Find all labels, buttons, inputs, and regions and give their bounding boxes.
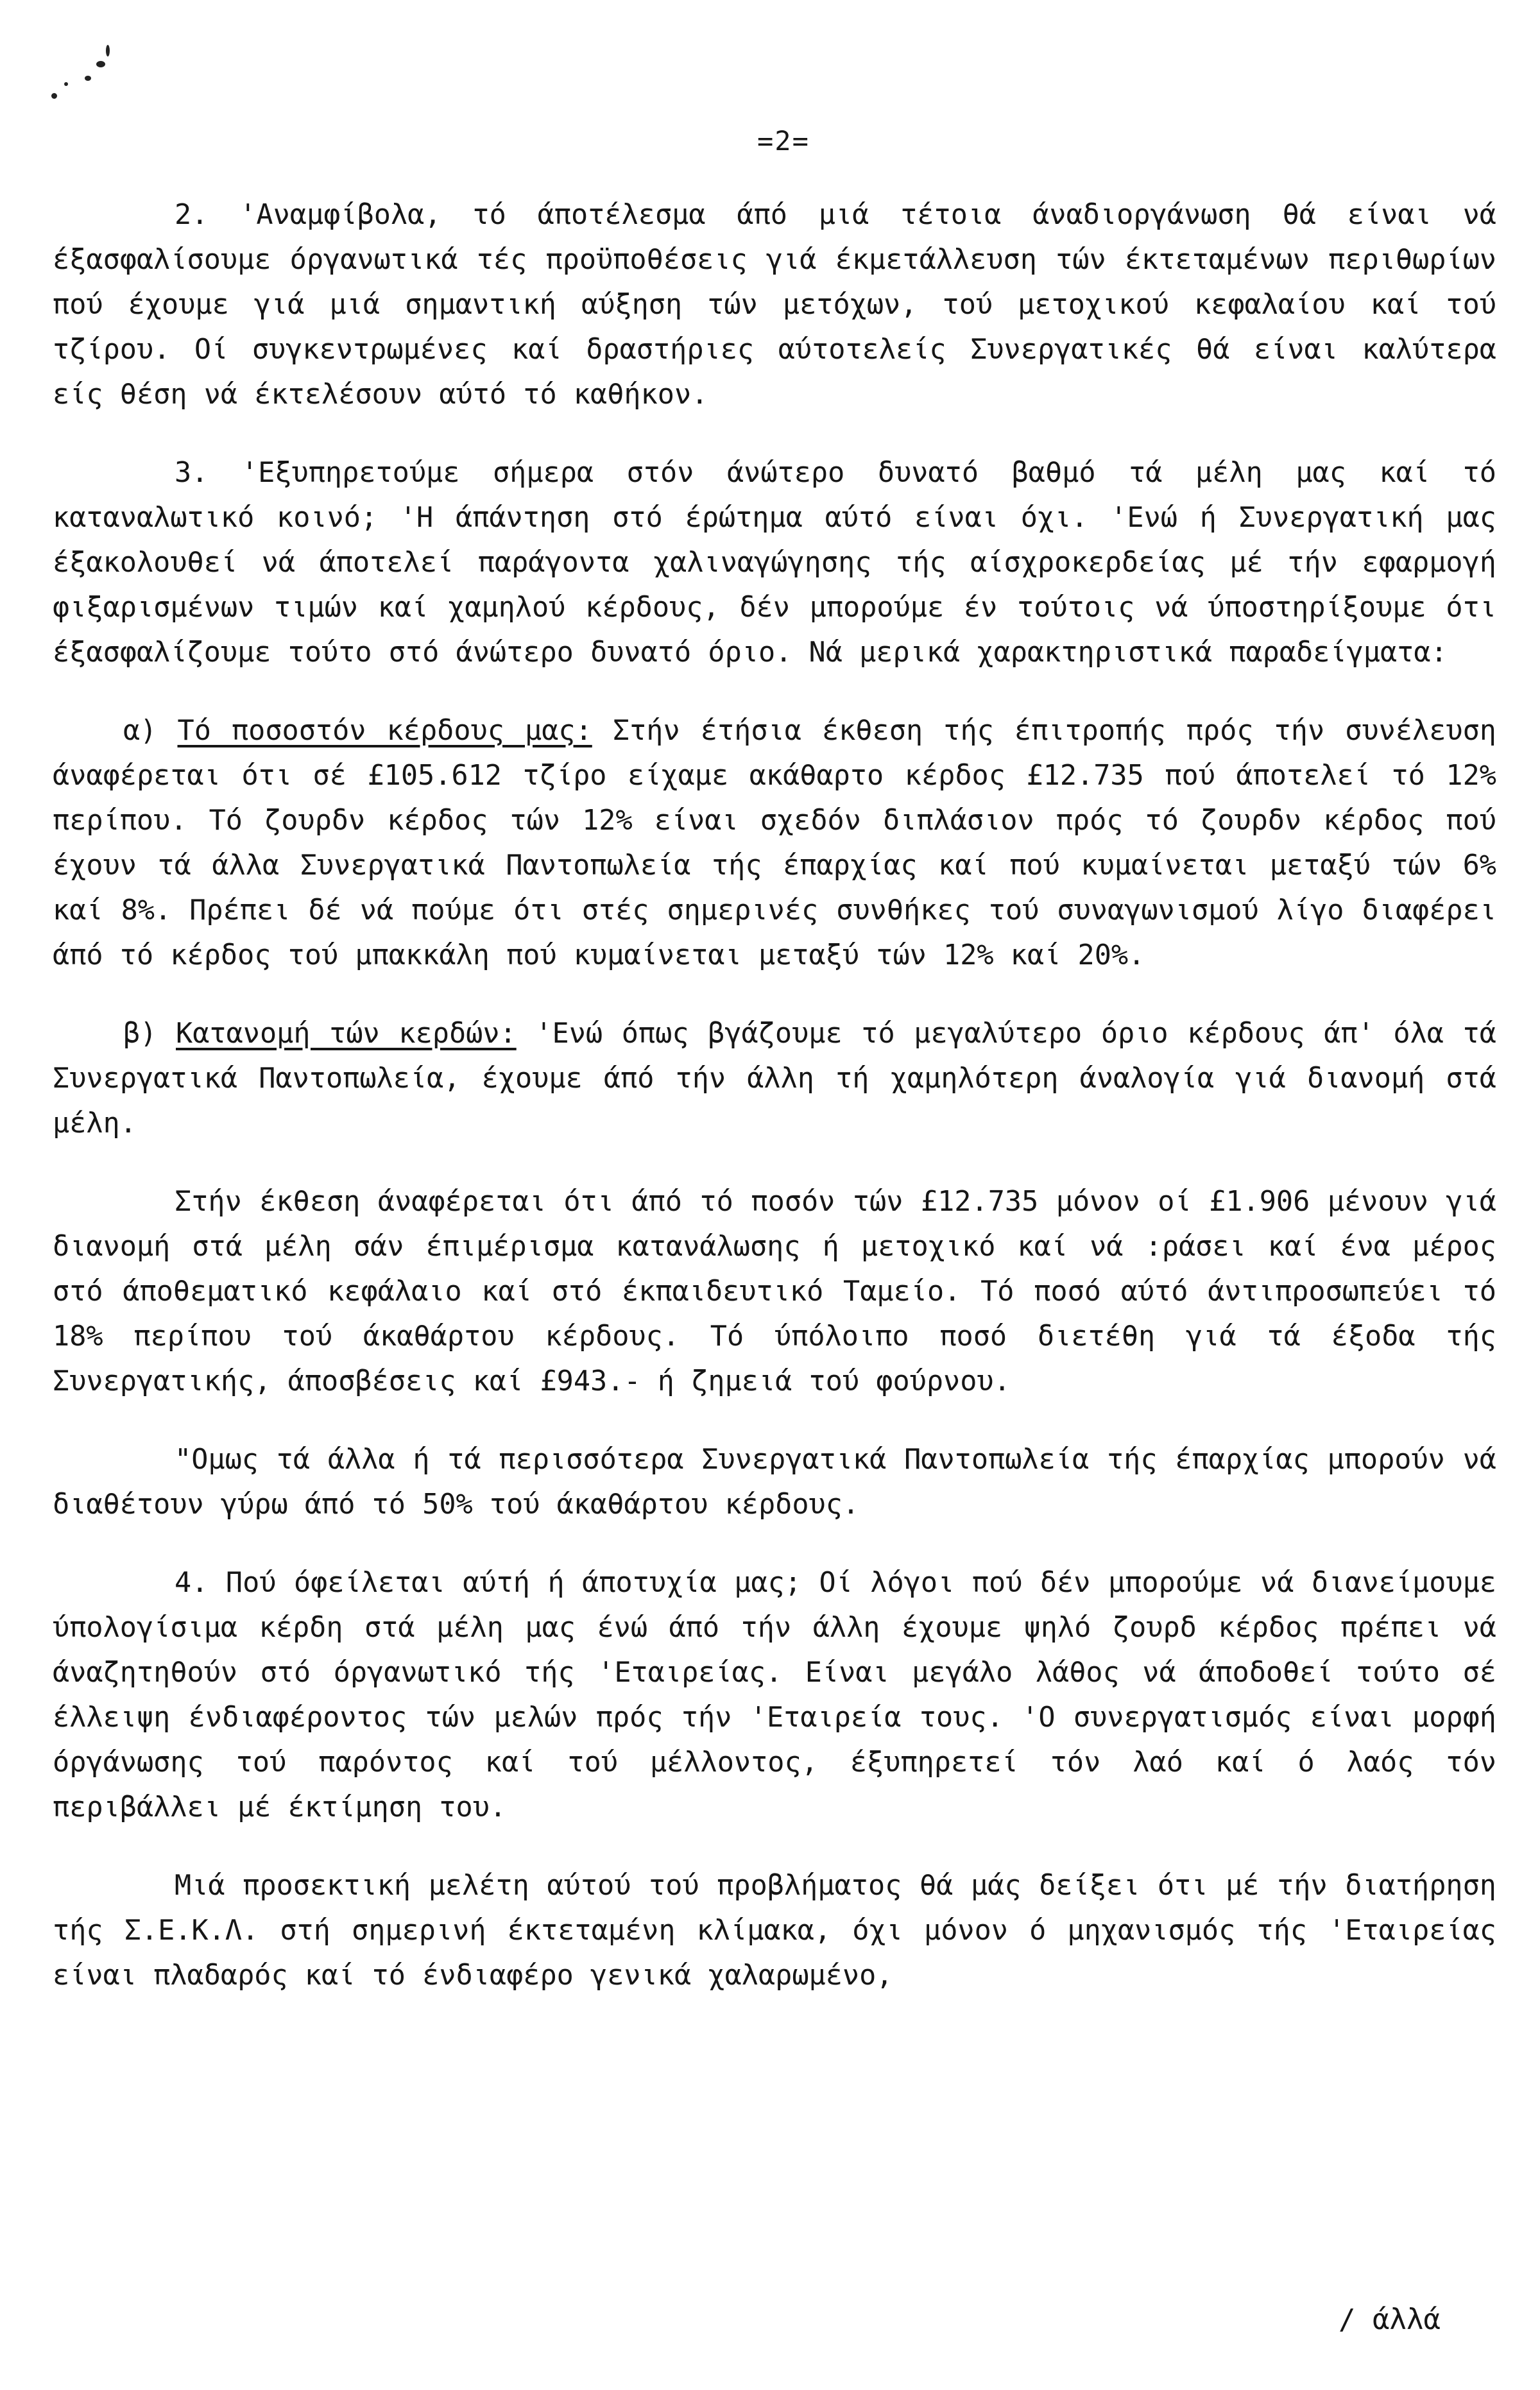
- paragraph-text: 'Ενώ όπως βγάζουμε τό μεγαλύτερο όριο κέρδους άπ' όλα τά Συνεργατικά Παντοπωλεία, έχουμε άπό τήν άλλη τή χαμηλότερη άναλογία γιά διανομή στά μέλη.: [53, 1018, 1496, 1140]
- section-heading: Τό ποσοστόν κέρδους μας:: [177, 715, 592, 747]
- paragraph-text: Στήν έτήσια έκθεση τής έπιτροπής πρός τήν συνέλευση άναφέρεται ότι σέ £105.612 τζίρο είχαμε ακάθαρτο κέρδος £12.735 πού άποτελεί τό 12% περίπου. Τό ζουρδν κέρδος τών 12% είναι σχεδόν διπλάσιον πρός τό ζουρδν κέρδος πού έχουν τά άλλα Συνεργατικά Παντοπωλεία τής έπαρχίας καί πού κυμαίνεται μεταξύ τών 6% καί 8%. Πρέπει δέ νά πούμε ότι στές σημερινές συνθήκες τού συναγωνισμού λίγο διαφέρει άπό τό κέρδος τού μπακκάλη πού κυμαίνεται μεταξύ τών 12% καί 20%.: [53, 715, 1496, 971]
- paragraph-4: 4. Πού όφείλεται αύτή ή άποτυχία μας; Οί λόγοι πού δέν μπορούμε νά διανείμουμε ύπολογίσιμα κέρδη στά μέλη μας ένώ άπό τήν άλλη έχουμε ψηλό ζουρδ κέρδος πρέπει νά άναζητηθούν στό όργανωτικό τής 'Εταιρείας. Είναι μεγάλο λάθος νά άποδοθεί τούτο σέ έλλειψη ένδιαφέροντος τών μελών πρός τήν 'Εταιρεία τους. 'Ο συνεργατισμός είναι μορφή όργάνωσης τού παρόντος καί τού μέλλοντος, έξυπηρετεί τόν λαό καί ό λαός τόν περιβάλλει μέ έκτίμηση του.: [53, 1567, 1496, 1823]
- paragraph-alpha: [53, 708, 1496, 978]
- continuation-mark: / άλλά: [1339, 2303, 1441, 2336]
- scan-mark: [96, 61, 105, 67]
- scan-mark: [51, 93, 57, 99]
- paragraph-label: α): [123, 715, 157, 747]
- page-number: =2=: [757, 125, 810, 157]
- paragraph-beta: [53, 1011, 1496, 1146]
- paragraph-3: 3. 'Εξυπηρετούμε σήμερα στόν άνώτερο δυνατό βαθμό τά μέλη μας καί τό καταναλωτικό κοινό; 'Η άπάντηση στό έρώτημα αύτό είναι όχι. 'Ενώ ή Συνεργατική μας έξακολουθεί νά άποτελεί παράγοντα χαλιναγώγησης τής αίσχροκερδείας μέ τήν εφαρμογή φιξαρισμένων τιμών καί χαμηλού κέρδους, δέν μπορούμε έν τούτοις νά ύποστηρίξουμε ότι έξασφαλίζουμε τούτο στό άνώτερο δυνατό όριο. Νά μερικά χαρακτηριστικά παραδείγματα:: [53, 457, 1496, 669]
- paragraph-label: β): [123, 1018, 157, 1050]
- scan-mark: [106, 45, 110, 56]
- paragraph-2: 2. 'Αναμφίβολα, τό άποτέλεσμα άπό μιά τέτοια άναδιοργάνωση θά είναι νά έξασφαλίσουμε όργανωτικά τές προϋποθέσεις γιά έκμετάλλευση τών έκτεταμένων περιθωρίων πού έχουμε γιά μιά σημαντική αύξηση τών μετόχων, τού μετοχικού κεφαλαίου καί τού τζίρου. Οί συγκεντρωμένες καί δραστήριες αύτοτελείς Συνεργατικές θά είναι καλύτερα είς θέση νά έκτελέσουν αύτό τό καθήκον.: [53, 199, 1496, 411]
- scan-mark: [64, 82, 68, 86]
- paragraph-beta-details: Στήν έκθεση άναφέρεται ότι άπό τό ποσόν τών £12.735 μόνον οί £1.906 μένουν γιά διανομή στά μέλη σάν έπιμέρισμα κατανάλωσης ή μετοχικό καί νά :ράσει καί ένα μέρος στό άποθεματικό κεφάλαιο καί στό έκπαιδευτικό Ταμείο. Τό ποσό αύτό άντιπροσωπεύει τό 18% περίπου τού άκαθάρτου κέρδους. Τό ύπόλοιπο ποσό διετέθη γιά τά έξοδα τής Συνεργατικής, άποσβέσεις καί £943.- ή ζημειά τού φούρνου.: [53, 1186, 1496, 1397]
- section-heading: Κατανομή τών κερδών:: [176, 1018, 517, 1050]
- document-body: [53, 192, 1496, 2031]
- paragraph-beta-comparison: "Ομως τά άλλα ή τά περισσότερα Συνεργατικά Παντοπωλεία τής έπαρχίας μπορούν νά διαθέτουν γύρω άπό τό 50% τού άκαθάρτου κέρδους.: [53, 1444, 1496, 1521]
- paragraph-5: Μιά προσεκτική μελέτη αύτού τού προβλήματος θά μάς δείξει ότι μέ τήν διατήρηση τής Σ.Ε.Κ.Λ. στή σημερινή έκτεταμένη κλίμακα, όχι μόνον ό μηχανισμός τής 'Εταιρείας είναι πλαδαρός καί τό ένδιαφέρο γενικά χαλαρωμένο,: [53, 1870, 1496, 1992]
- scan-mark: [85, 76, 91, 81]
